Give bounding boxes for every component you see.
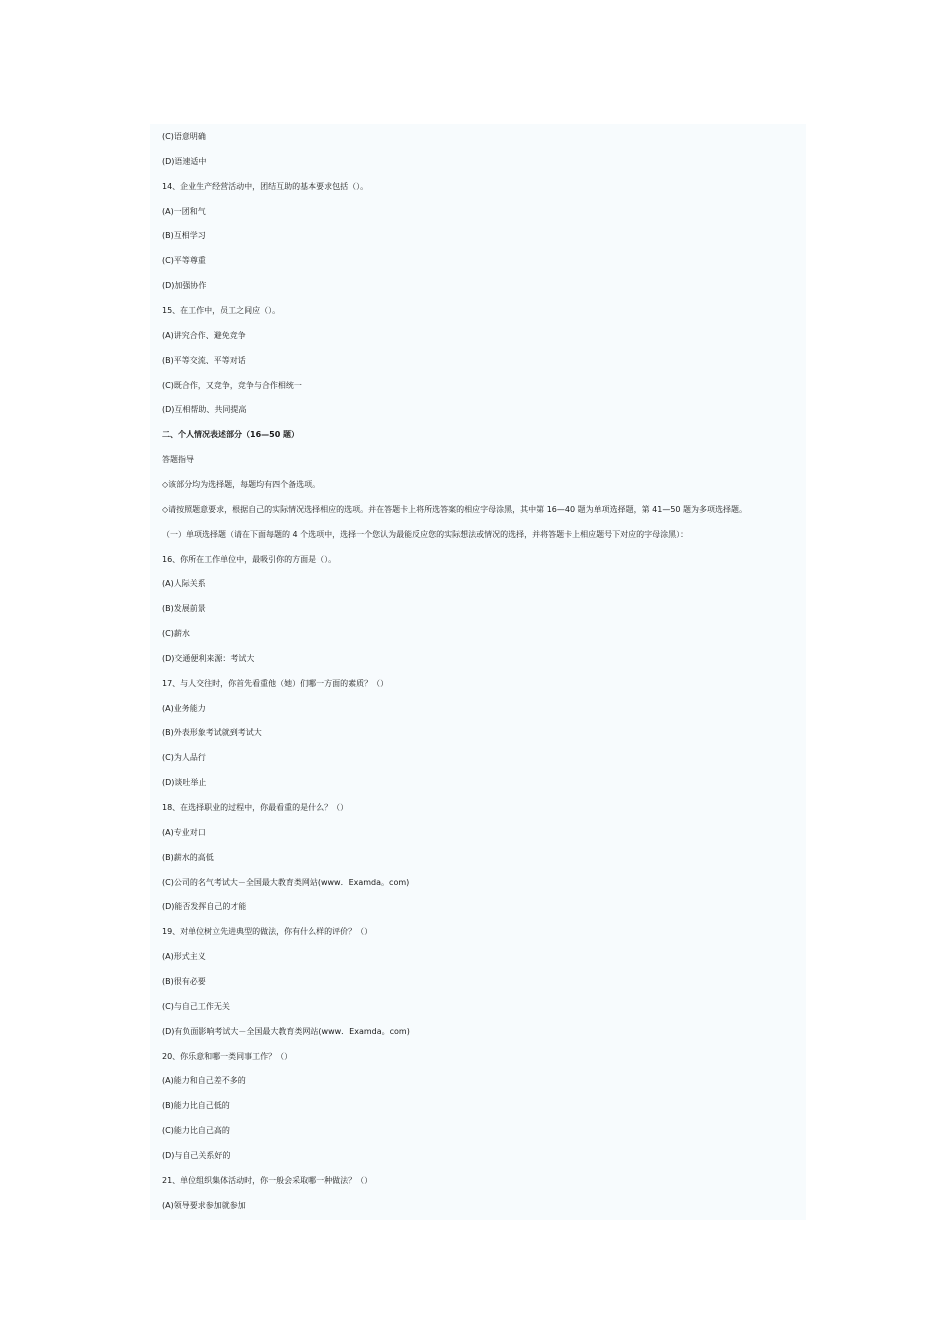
text-line: (B)发展前景	[162, 604, 206, 614]
text-line: (D)与自己关系好的	[162, 1150, 231, 1160]
text-line: (C)为人品行	[162, 753, 206, 763]
text-line: (A)领导要求参加就参加	[162, 1200, 246, 1210]
text-line: (D)有负面影响考试大－全国最大教育类网站(www．Examda。com)	[162, 1026, 410, 1036]
text-line: (C)语意明确	[162, 132, 206, 141]
text-line: (A)一团和气	[162, 206, 206, 216]
text-line: 20、你乐意和哪一类同事工作？（）	[162, 1051, 293, 1061]
text-line: 18、在选择职业的过程中，你最看重的是什么？（）	[162, 803, 349, 812]
text-line: (C)薪水	[162, 629, 190, 638]
text-line: （一）单项选择题（请在下面每题的 4 个选项中，选择一个您认为最能反应您的实际想法或情况的选择，并将答题卡上相应题号下对应的字母涂黑）：	[162, 529, 689, 539]
text-line: (A)人际关系	[162, 579, 206, 589]
text-line: (B)外表形象考试就到考试大	[162, 728, 262, 738]
text-line: (C)既合作，又竞争，竞争与合作相统一	[162, 380, 302, 390]
text-line: (D)谈吐举止	[162, 778, 207, 788]
text-line: (B)薪水的高低	[162, 852, 214, 862]
text-line: (B)很有必要	[162, 976, 206, 986]
section-heading: 二、个人情况表述部分（16—50 题）	[162, 430, 300, 440]
text-line: (A)专业对口	[162, 827, 206, 837]
text-line: 答题指导	[162, 455, 194, 465]
text-line: (D)能否发挥自己的才能	[162, 902, 247, 912]
text-line: (D)交通便利来源：考试大	[162, 653, 255, 663]
text-line: (A)形式主义	[162, 952, 206, 962]
text-line: 21、单位组织集体活动时，你一般会采取哪一种做法？（）	[162, 1175, 373, 1185]
text-line: 19、对单位树立先进典型的做法，你有什么样的评价？（）	[162, 927, 373, 937]
text-line: 17、与人交往时，你首先看重他（她）们哪一方面的素质？（）	[162, 678, 389, 688]
text-line: (C)与自己工作无关	[162, 1001, 230, 1011]
text-line: (C)能力比自己高的	[162, 1126, 230, 1135]
document-content-area	[150, 124, 806, 1220]
text-line: (B)平等交流、平等对话	[162, 355, 246, 365]
text-line: (D)语速适中	[162, 156, 207, 166]
text-line: 16、你所在工作单位中，最吸引你的方面是（）。	[162, 554, 337, 564]
text-line: 15、在工作中，员工之间应（）。	[162, 306, 281, 315]
text-line: (C)平等尊重	[162, 256, 206, 266]
text-line: (A)业务能力	[162, 703, 206, 713]
text-line: (C)公司的名气考试大－全国最大教育类网站(www．Examda。com)	[162, 877, 410, 887]
text-line: ◇该部分均为选择题，每题均有四个备选项。	[162, 479, 321, 489]
text-line: ◇请按照题意要求，根据自己的实际情况选择相应的选项。并在答题卡上将所选答案的相应字母涂黑，其中第 16—40 题为单项选择题，第 41—50 题为多项选择题。	[162, 504, 748, 514]
text-line: (D)加强协作	[162, 281, 207, 291]
text-line: (B)互相学习	[162, 231, 206, 241]
text-line: (D)互相帮助、共同提高	[162, 405, 247, 415]
text-line: (A)讲究合作、避免竞争	[162, 330, 246, 340]
text-line: (B)能力比自己低的	[162, 1101, 230, 1111]
text-line: (A)能力和自己差不多的	[162, 1076, 246, 1086]
text-line: 14、企业生产经营活动中，团结互助的基本要求包括（）。	[162, 181, 369, 191]
